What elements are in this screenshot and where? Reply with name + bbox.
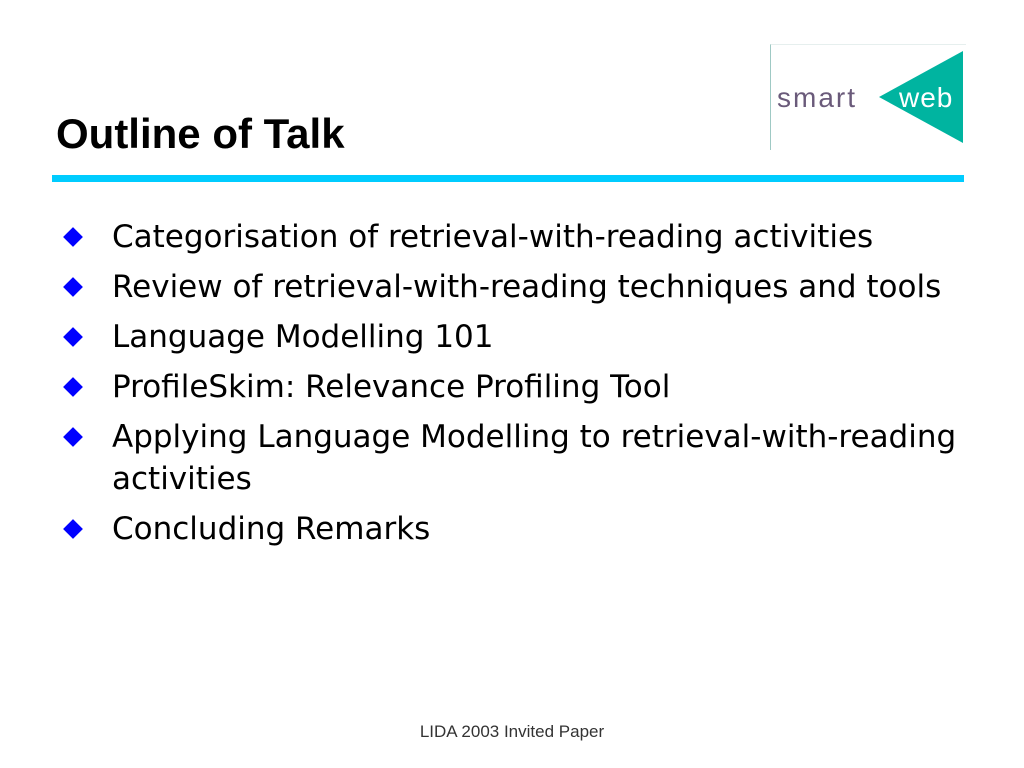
diamond-bullet-icon — [63, 277, 83, 297]
smartweb-logo — [770, 44, 966, 150]
logo-text-web: web — [899, 82, 954, 113]
bullet-list — [64, 216, 964, 558]
bullet-text: Language Modelling 101 — [112, 319, 494, 355]
bullet-text: Categorisation of retrieval-with-reading activities — [112, 219, 874, 255]
slide-title: Outline of Talk — [56, 110, 345, 157]
bullet-item — [64, 416, 964, 500]
bullet-item — [64, 366, 964, 408]
bullet-item — [64, 216, 964, 258]
bullet-text: Applying Language Modelling to retrieval-with-reading activities — [112, 419, 957, 497]
diamond-bullet-icon — [63, 327, 83, 347]
bullet-item — [64, 508, 964, 550]
title-divider — [52, 175, 964, 182]
bullet-text: Concluding Remarks — [112, 511, 431, 547]
bullet-item — [64, 316, 964, 358]
diamond-bullet-icon — [63, 377, 83, 397]
footer-text: LIDA 2003 Invited Paper — [419, 722, 605, 741]
smartweb-logo-graphic — [771, 45, 966, 150]
diamond-bullet-icon — [63, 519, 83, 539]
bullet-text: Review of retrieval-with-reading techniques and tools — [112, 269, 942, 305]
slide-footer — [0, 722, 1024, 742]
bullet-item — [64, 266, 964, 308]
diamond-bullet-icon — [63, 227, 83, 247]
bullet-text: ProfileSkim: Relevance Profiling Tool — [112, 369, 671, 405]
logo-text-smart: smart — [777, 82, 857, 113]
diamond-bullet-icon — [63, 427, 83, 447]
